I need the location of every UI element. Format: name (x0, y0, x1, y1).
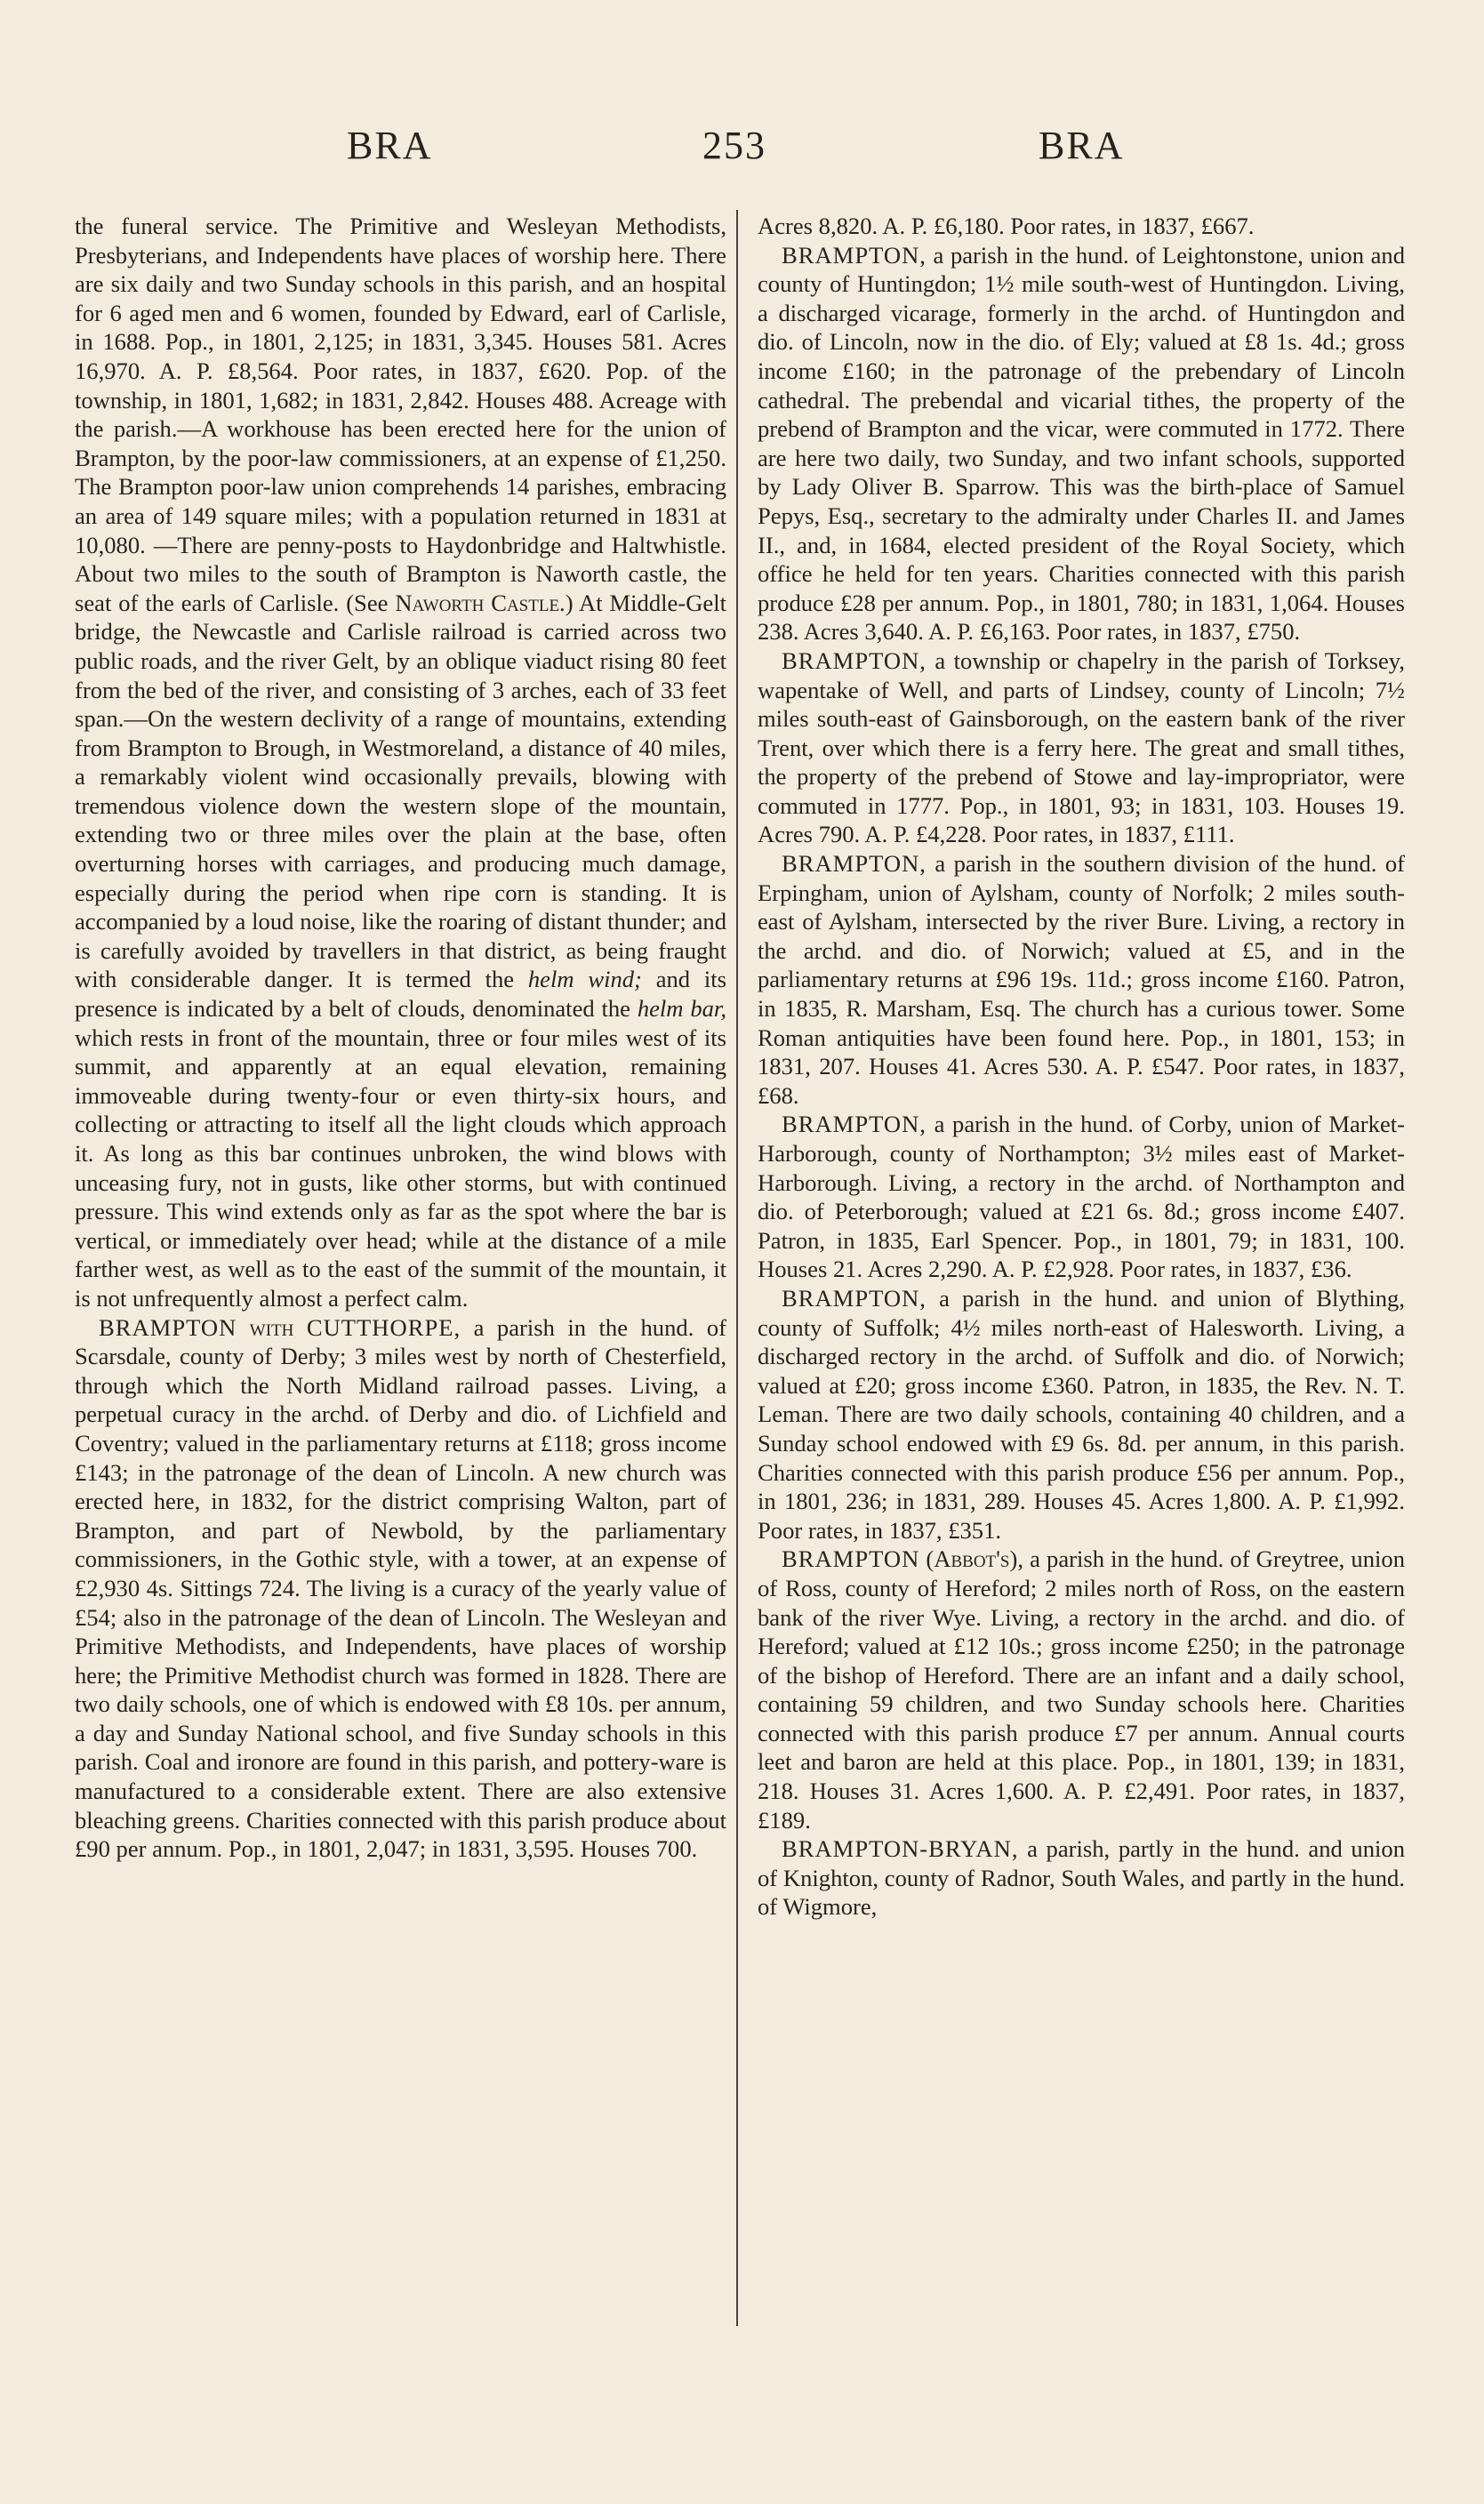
entry-headword: BRAMPTON (782, 1545, 920, 1573)
text-run: and its presence is indicated by a belt of clouds, denominated the (75, 966, 726, 1023)
entry-brampton-northampton (758, 1110, 1405, 1284)
text-run: which rests in front of the mountain, three or four miles west of its summit, and apparently at an equal elevation, remaining immoveable during twenty-four or even thirty-six hours, and collecting or attracting to itself all the light clouds which approach it. As long as this bar continues unbroken, the wind blows with unceasing fury, not in gusts, like other storms, but with continued pressure. This wind extends only as far as the spot where the bar is vertical, or immediately over head; while at the distance of a mile farther west, as well as to the east of the summit of the mountain, it is not unfrequently almost a perfect calm. (75, 1023, 726, 1312)
header-left-catchword: BRA (347, 124, 433, 167)
page-number: 253 (702, 124, 766, 167)
running-header (0, 123, 1484, 176)
headword-connector: with (249, 1313, 294, 1341)
header-right-catchword: BRA (1039, 124, 1125, 167)
entry-text: a parish in the hund. of Greytree, union of Ross, county of Hereford; 2 miles north of Ross, on the eastern bank of the river Wye. Living, a rectory in the archd. and dio. of Hereford; valued at £12 10s.; gross income £250; in the patronage of the bishop of Hereford. There are an infant and a daily school, containing 59 children, and two Sunday schools here. Charities connected with this parish produce £7 per annum. Annual courts leet and baron are held at this place. Pop., in 1801, 139; in 1831, 218. Houses 31. Acres 1,600. A. P. £2,491. Poor rates, in 1837, £189. (758, 1545, 1405, 1834)
entry-text: a parish in the hund. of Scarsdale, county of Derby; 3 miles west by north of Chesterfield, through which the North Midland railroad passes. Living, a perpetual curacy in the archd. of Derby and dio. of Lichfield and Coventry; valued in the parliamentary returns at £118; gross income £143; in the patronage of the dean of Lincoln. A new church was erected here, in 1832, for the district comprising Walton, part of Brampton, and part of Newbold, by the parliamentary commissioners, in the Gothic style, with a tower, at an expense of £2,930 4s. Sittings 724. The living is a curacy of the yearly value of £54; also in the patronage of the dean of Lincoln. The Wesleyan and Primitive Methodists, and Independents, have places of worship here; the Primitive Methodist church was formed in 1828. There are two daily schools, one of which is endowed with £8 10s. per annum, a day and Sunday National school, and five Sunday schools in this parish. Coal and ironore are found in this parish, and pottery-ware is manufactured to a considerable extent. There are also extensive bleaching greens. Charities connected with this parish produce about £90 per annum. Pop., in 1801, 2,047; in 1831, 3,595. Houses 700. (75, 1313, 726, 1863)
text-run: the funeral service. The Primitive and Wesleyan Methodists, Presbyterians, and Independents have places of worship here. There are six daily and two Sunday schools in this parish, and an hospital for 6 aged men and 6 women, founded by Edward, earl of Carlisle, in 1688. Pop., in 1801, 2,125; in 1831, 3,345. Houses 581. Acres 16,970. A. P. £8,564. Poor rates, in 1837, £620. Pop. of the township, in 1801, 1,682; in 1831, 2,842. Houses 488. Acreage with the parish.—A workhouse has been erected here for the union of Brampton, by the poor-law commissioners, at an expense of £1,250. The Brampton poor-law union comprehends 14 parishes, embracing an area of 149 square miles; with a population returned in 1831 at 10,080. —There are penny-posts to Haydonbridge and Haltwhistle. About two miles to the south of Brampton is Naworth castle, the seat of the earls of Carlisle. (See (75, 213, 726, 616)
entry-headword: BRAMPTON (99, 1313, 237, 1341)
italic-term: helm wind; (527, 966, 642, 993)
entry-text: a parish in the hund. of Leightonstone, union and county of Huntingdon; 1½ mile south-west of Huntingdon. Living, a discharged vicarage, formerly in the archd. of Huntingdon and dio. of Lincoln, now in the dio. of Ely; valued at £8 1s. 4d.; gross income £160; in the patronage of the prebendary of Lincoln cathedral. The prebendal and vicarial tithes, the property of the prebend of Brampton and the vicar, were commuted in 1772. There are here two daily, two Sunday, and two infant schools, supported by Lady Oliver B. Sparrow. This was the birth-place of Samuel Pepys, Esq., secretary to the admiralty under Charles II. and James II., and, in 1684, elected president of the Royal Society, which office he held for ten years. Charities connected with this parish produce £28 per annum. Pop., in 1801, 780; in 1831, 1,064. Houses 238. Acres 3,640. A. P. £6,163. Poor rates, in 1837, £750. (758, 241, 1405, 646)
right-column (758, 212, 1405, 2328)
entry-text: a township or chapelry in the parish of Torksey, wapentake of Well, and parts of Lindsey, county of Lincoln; 7½ miles south-east of Gainsborough, on the eastern bank of the river Trent, over which there is a ferry here. The great and small tithes, the property of the prebend of Stowe and lay-impropriator, were commuted in 1777. Pop., in 1801, 93; in 1831, 103. Houses 19. Acres 790. A. P. £4,228. Poor rates, in 1837, £111. (758, 646, 1405, 848)
entry-headword: CUTTHORPE, (306, 1313, 461, 1341)
entry-brampton-abbots (758, 1545, 1405, 1834)
entry-brampton-suffolk (758, 1284, 1405, 1545)
entry-text: a parish in the hund. of Corby, union of Market-Harborough, county of Northampton; 3½ miles east of Market-Harborough. Living, a rectory in the archd. of Northampton and dio. of Peterborough; valued at £21 6s. 8d.; gross income £407. Patron, in 1835, Earl Spencer. Pop., in 1801, 79; in 1831, 100. Houses 21. Acres 2,290. A. P. £2,928. Poor rates, in 1837, £36. (758, 1111, 1405, 1283)
entry-brampton-huntingdon (758, 241, 1405, 646)
headword-qualifier: (Abbot's), (926, 1545, 1024, 1573)
entry-text: a parish in the southern division of the hund. of Erpingham, union of Aylsham, county of Norfolk; 2 miles south-east of Aylsham, intersected by the river Bure. Living, a rectory in the archd. and dio. of Norwich; valued at £5, and in the parliamentary returns at £96 19s. 11d.; gross income £160. Patron, in 1835, R. Marsham, Esq. The church has a curious tower. Some Roman antiquities have been found here. Pop., in 1801, 153; in 1831, 207. Houses 41. Acres 530. A. P. £547. Poor rates, in 1837, £68. (758, 850, 1405, 1109)
entry-brampton-lincoln (758, 646, 1405, 849)
entry-text: a parish, partly in the hund. and union of Knighton, county of Radnor, South Wales, and partly in the hund. of Wigmore, (758, 1835, 1405, 1921)
entry-continuation (758, 212, 1405, 241)
entry-headword: BRAMPTON, (782, 1111, 926, 1138)
text-run: Acres 8,820. A. P. £6,180. Poor rates, in 1837, £667. (758, 213, 1255, 239)
column-divider (736, 210, 738, 2326)
entry-continuation (75, 212, 726, 1313)
entry-brampton-with-cutthorpe (75, 1313, 726, 1864)
entry-headword: BRAMPTON, (782, 1284, 926, 1312)
entry-brampton-bryan (758, 1834, 1405, 1922)
entry-headword: BRAMPTON, (782, 850, 926, 878)
entry-text: a parish in the hund. and union of Blything, county of Suffolk; 4½ miles north-east of Halesworth. Living, a discharged rectory in the archd. of Suffolk and dio. of Norwich; valued at £20; gross income £360. Patron, in 1835, the Rev. N. T. Leman. There are two daily schools, containing 40 children, and a Sunday school endowed with £9 6s. 8d. per annum, in this parish. Charities connected with this parish produce £56 per annum. Pop., in 1801, 236; in 1831, 289. Houses 45. Acres 1,800. A. P. £1,992. Poor rates, in 1837, £351. (758, 1284, 1405, 1544)
cross-reference: Naworth Castle. (395, 589, 566, 616)
entry-brampton-norfolk (758, 849, 1405, 1110)
italic-term: helm bar, (637, 995, 726, 1023)
text-run: ) At Middle-Gelt bridge, the Newcastle and Carlisle railroad is carried across two public roads, and the river Gelt, by an oblique viaduct rising 80 feet from the bed of the river, and consisting of 3 arches, each of 33 feet span.—On the western declivity of a range of mountains, extending from Brampton to Brough, in Westmoreland, a distance of 40 miles, a remarkably violent wind occasionally prevails, blowing with tremendous violence down the western slope of the mountain, extending two or three miles over the plain at the base, often overturning horses with carriages, and producing much damage, especially during the period when ripe corn is standing. It is accompanied by a loud noise, like the roaring of distant thunder; and is carefully avoided by travellers in that district, as being fraught with considerable danger. It is termed the (75, 589, 726, 993)
entry-headword: BRAMPTON, (782, 241, 926, 269)
left-column (75, 212, 726, 2328)
entry-headword: BRAMPTON-BRYAN, (782, 1835, 1019, 1863)
entry-headword: BRAMPTON, (782, 646, 926, 674)
